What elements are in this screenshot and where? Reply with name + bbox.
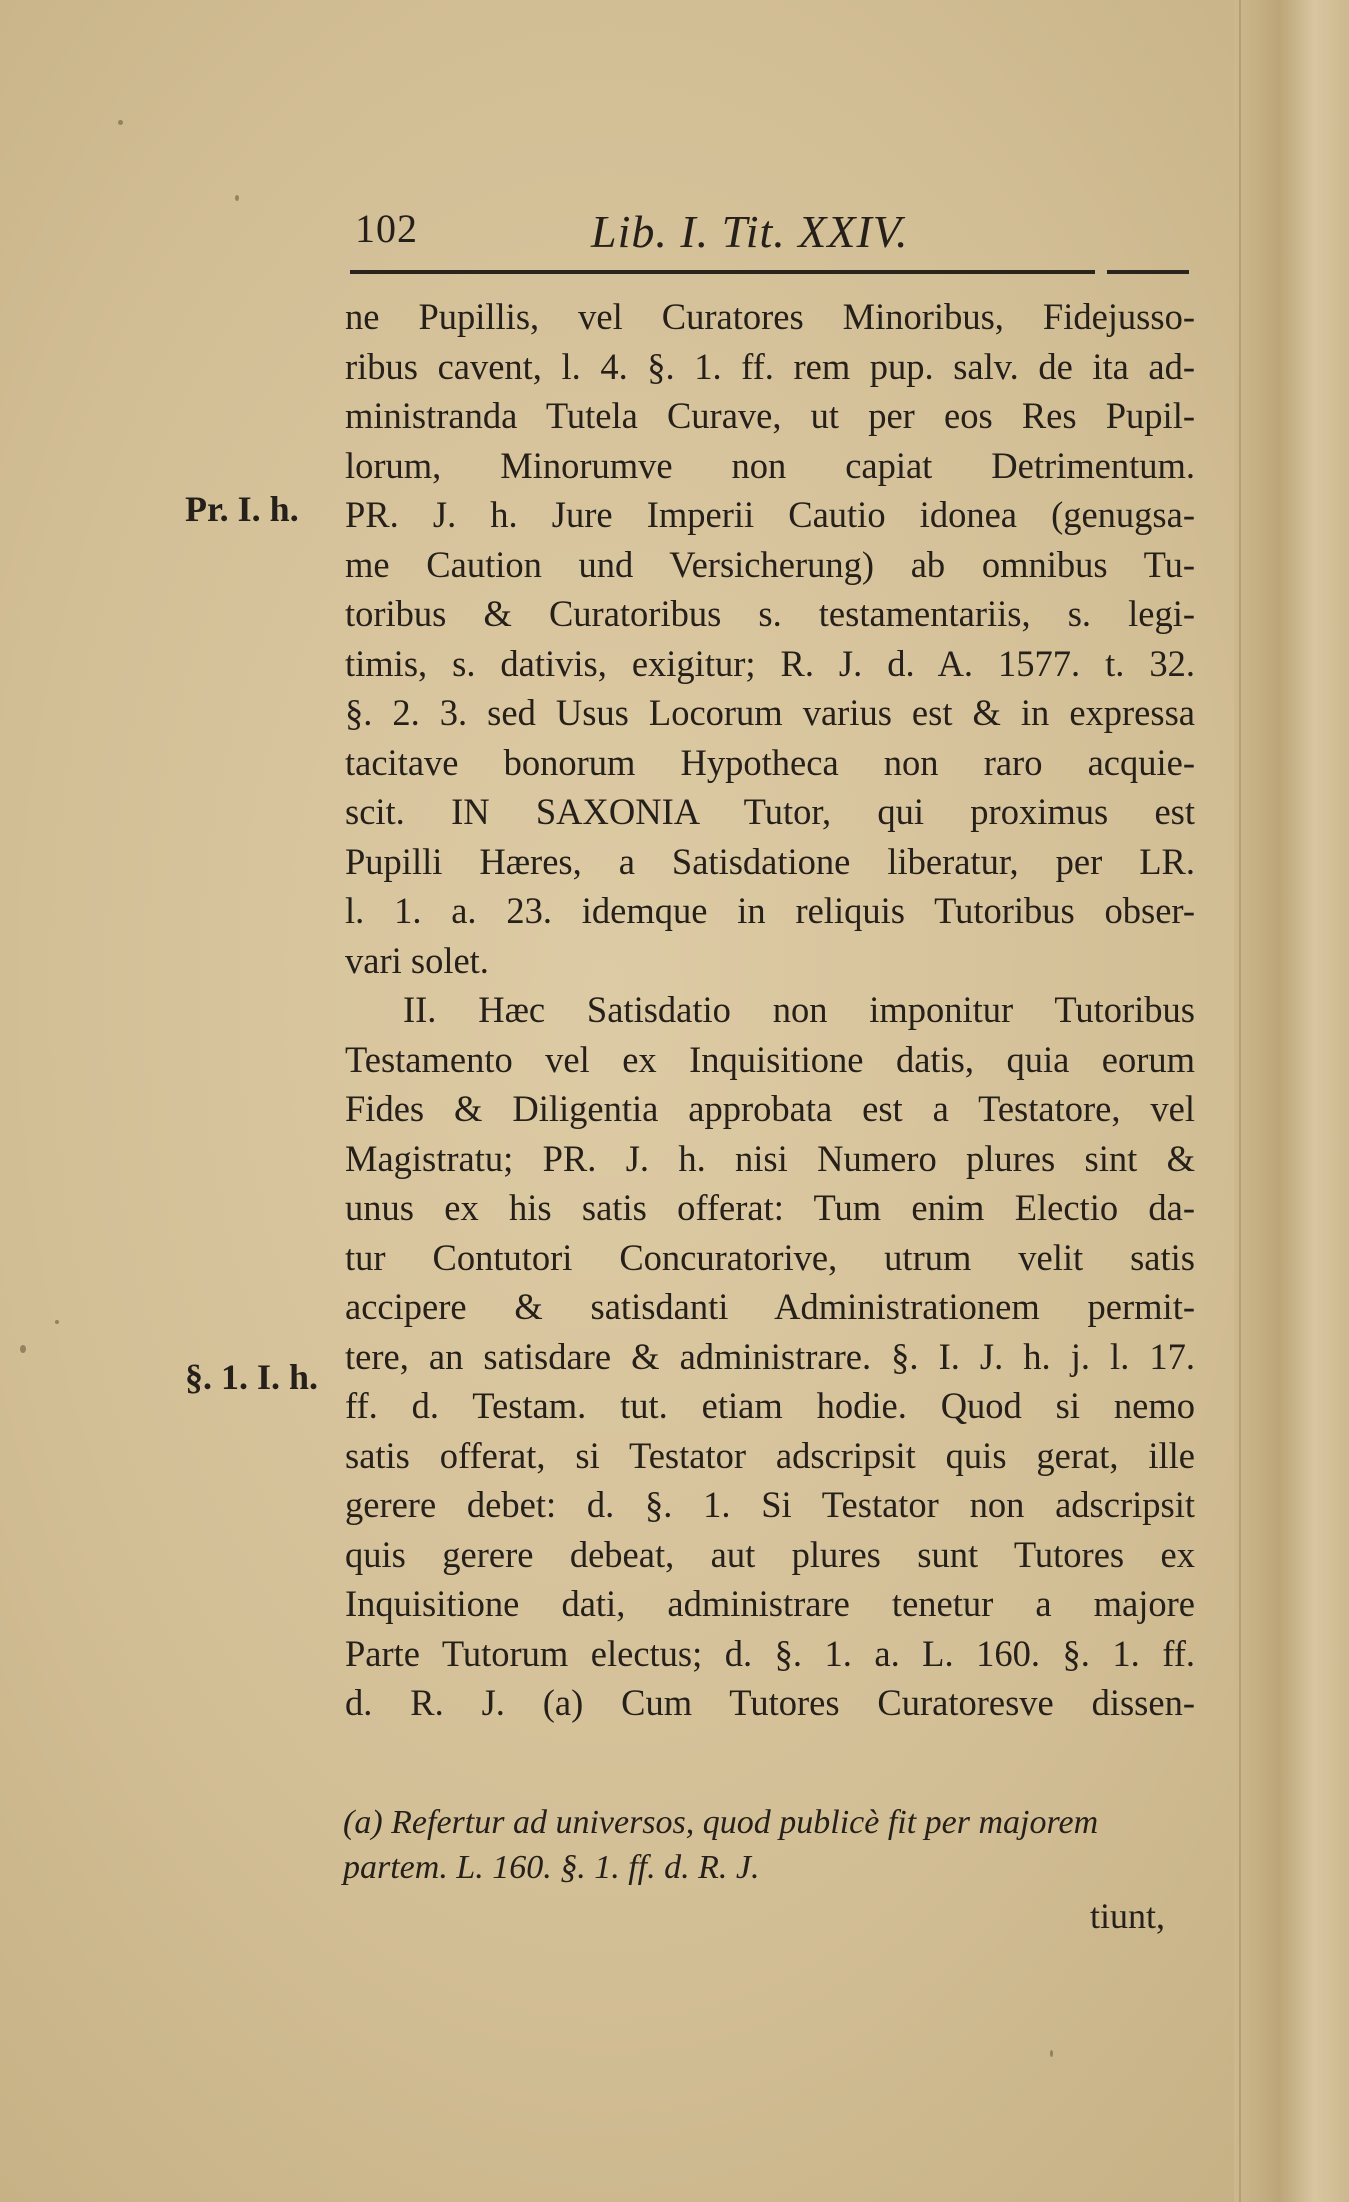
text-line: tacitave bonorum Hypotheca non raro acquie-	[345, 741, 1195, 783]
margin-note-pr: Pr. I. h.	[185, 489, 299, 529]
text-line: Pupilli Hæres, a Satisdatione liberatur, per LR.	[345, 840, 1195, 882]
text-line: Fides & Diligentia approbata est a Testatore, vel	[345, 1088, 1195, 1129]
text-line: toribus & Curatoribus s. testamentariis, s. legi-	[345, 593, 1195, 634]
paper-speck	[20, 1345, 26, 1353]
text-line: Testamento vel ex Inquisitione datis, quia eorum	[345, 1038, 1195, 1080]
page-number: 102	[355, 206, 418, 251]
paper-speck	[118, 120, 123, 125]
running-title: Lib. I. Tit. XXIV.	[591, 206, 909, 257]
text-line: satis offerat, si Testator adscripsit quis gerat, ille	[345, 1434, 1195, 1476]
page-header	[355, 205, 1190, 265]
body-text	[345, 292, 1195, 1728]
text-line: Parte Tutorum electus; d. §. 1. a. L. 160. §. 1. ff.	[345, 1632, 1195, 1674]
text-line: me Caution und Versicherung) ab omnibus Tu-	[345, 543, 1195, 585]
text-line: tur Contutori Concuratorive, utrum velit satis	[345, 1236, 1195, 1278]
text-line: scit. IN SAXONIA Tutor, qui proximus est	[345, 791, 1195, 832]
margin-note-s1: §. 1. I. h.	[185, 1357, 319, 1397]
text-line: §. 2. 3. sed Usus Locorum varius est & in expressa	[345, 692, 1195, 733]
text-line: l. 1. a. 23. idemque in reliquis Tutoribus obser-	[345, 890, 1195, 931]
footnote-line: (a) Refertur ad universos, quod publicè fit per majorem	[343, 1804, 1099, 1841]
text-line: ribus cavent, l. 4. §. 1. ff. rem pup. salv. de ita ad-	[345, 345, 1195, 387]
footnotes	[343, 1800, 1193, 1890]
text-line: II. Hæc Satisdatio non imponitur Tutoribus	[403, 989, 1195, 1030]
text-line: vari solet.	[345, 939, 489, 981]
text-line: timis, s. dativis, exigitur; R. J. d. A. 1577. t. 32.	[345, 642, 1195, 684]
header-rule-short	[1107, 270, 1189, 274]
text-line: Magistratu; PR. J. h. nisi Numero plures sint &	[345, 1137, 1195, 1179]
text-line: quis gerere debeat, aut plures sunt Tutores ex	[345, 1533, 1195, 1575]
text-line: d. R. J. (a) Cum Tutores Curatoresve dissen-	[345, 1682, 1195, 1723]
text-line: gerere debet: d. §. 1. Si Testator non adscripsit	[345, 1484, 1195, 1525]
text-line: Inquisitione dati, administrare tenetur a majore	[345, 1583, 1195, 1624]
text-line: ne Pupillis, vel Curatores Minoribus, Fidejusso-	[345, 296, 1195, 337]
text-line: lorum, Minorumve non capiat Detrimentum.	[345, 444, 1195, 486]
text-line: accipere & satisdanti Administrationem permit-	[345, 1286, 1195, 1327]
header-rule	[350, 270, 1095, 274]
paper-speck	[55, 1320, 59, 1324]
footnote-line: partem. L. 160. §. 1. ff. d. R. J.	[343, 1849, 760, 1886]
text-line: ministranda Tutela Curave, ut per eos Res Pupil-	[345, 395, 1195, 436]
paper-speck	[1050, 2050, 1053, 2057]
gutter-fold	[1239, 0, 1241, 2202]
page-gutter	[1234, 0, 1349, 2202]
text-line: unus ex his satis offerat: Tum enim Electio da-	[345, 1187, 1195, 1228]
catchword: tiunt,	[1090, 1896, 1166, 1936]
paper-speck	[235, 195, 239, 201]
text-line: tere, an satisdare & administrare. §. I. J. h. j. l. 17.	[345, 1335, 1195, 1377]
text-line: PR. J. h. Jure Imperii Cautio idonea (genugsa-	[345, 494, 1195, 535]
text-line: ff. d. Testam. tut. etiam hodie. Quod si nemo	[345, 1385, 1195, 1426]
